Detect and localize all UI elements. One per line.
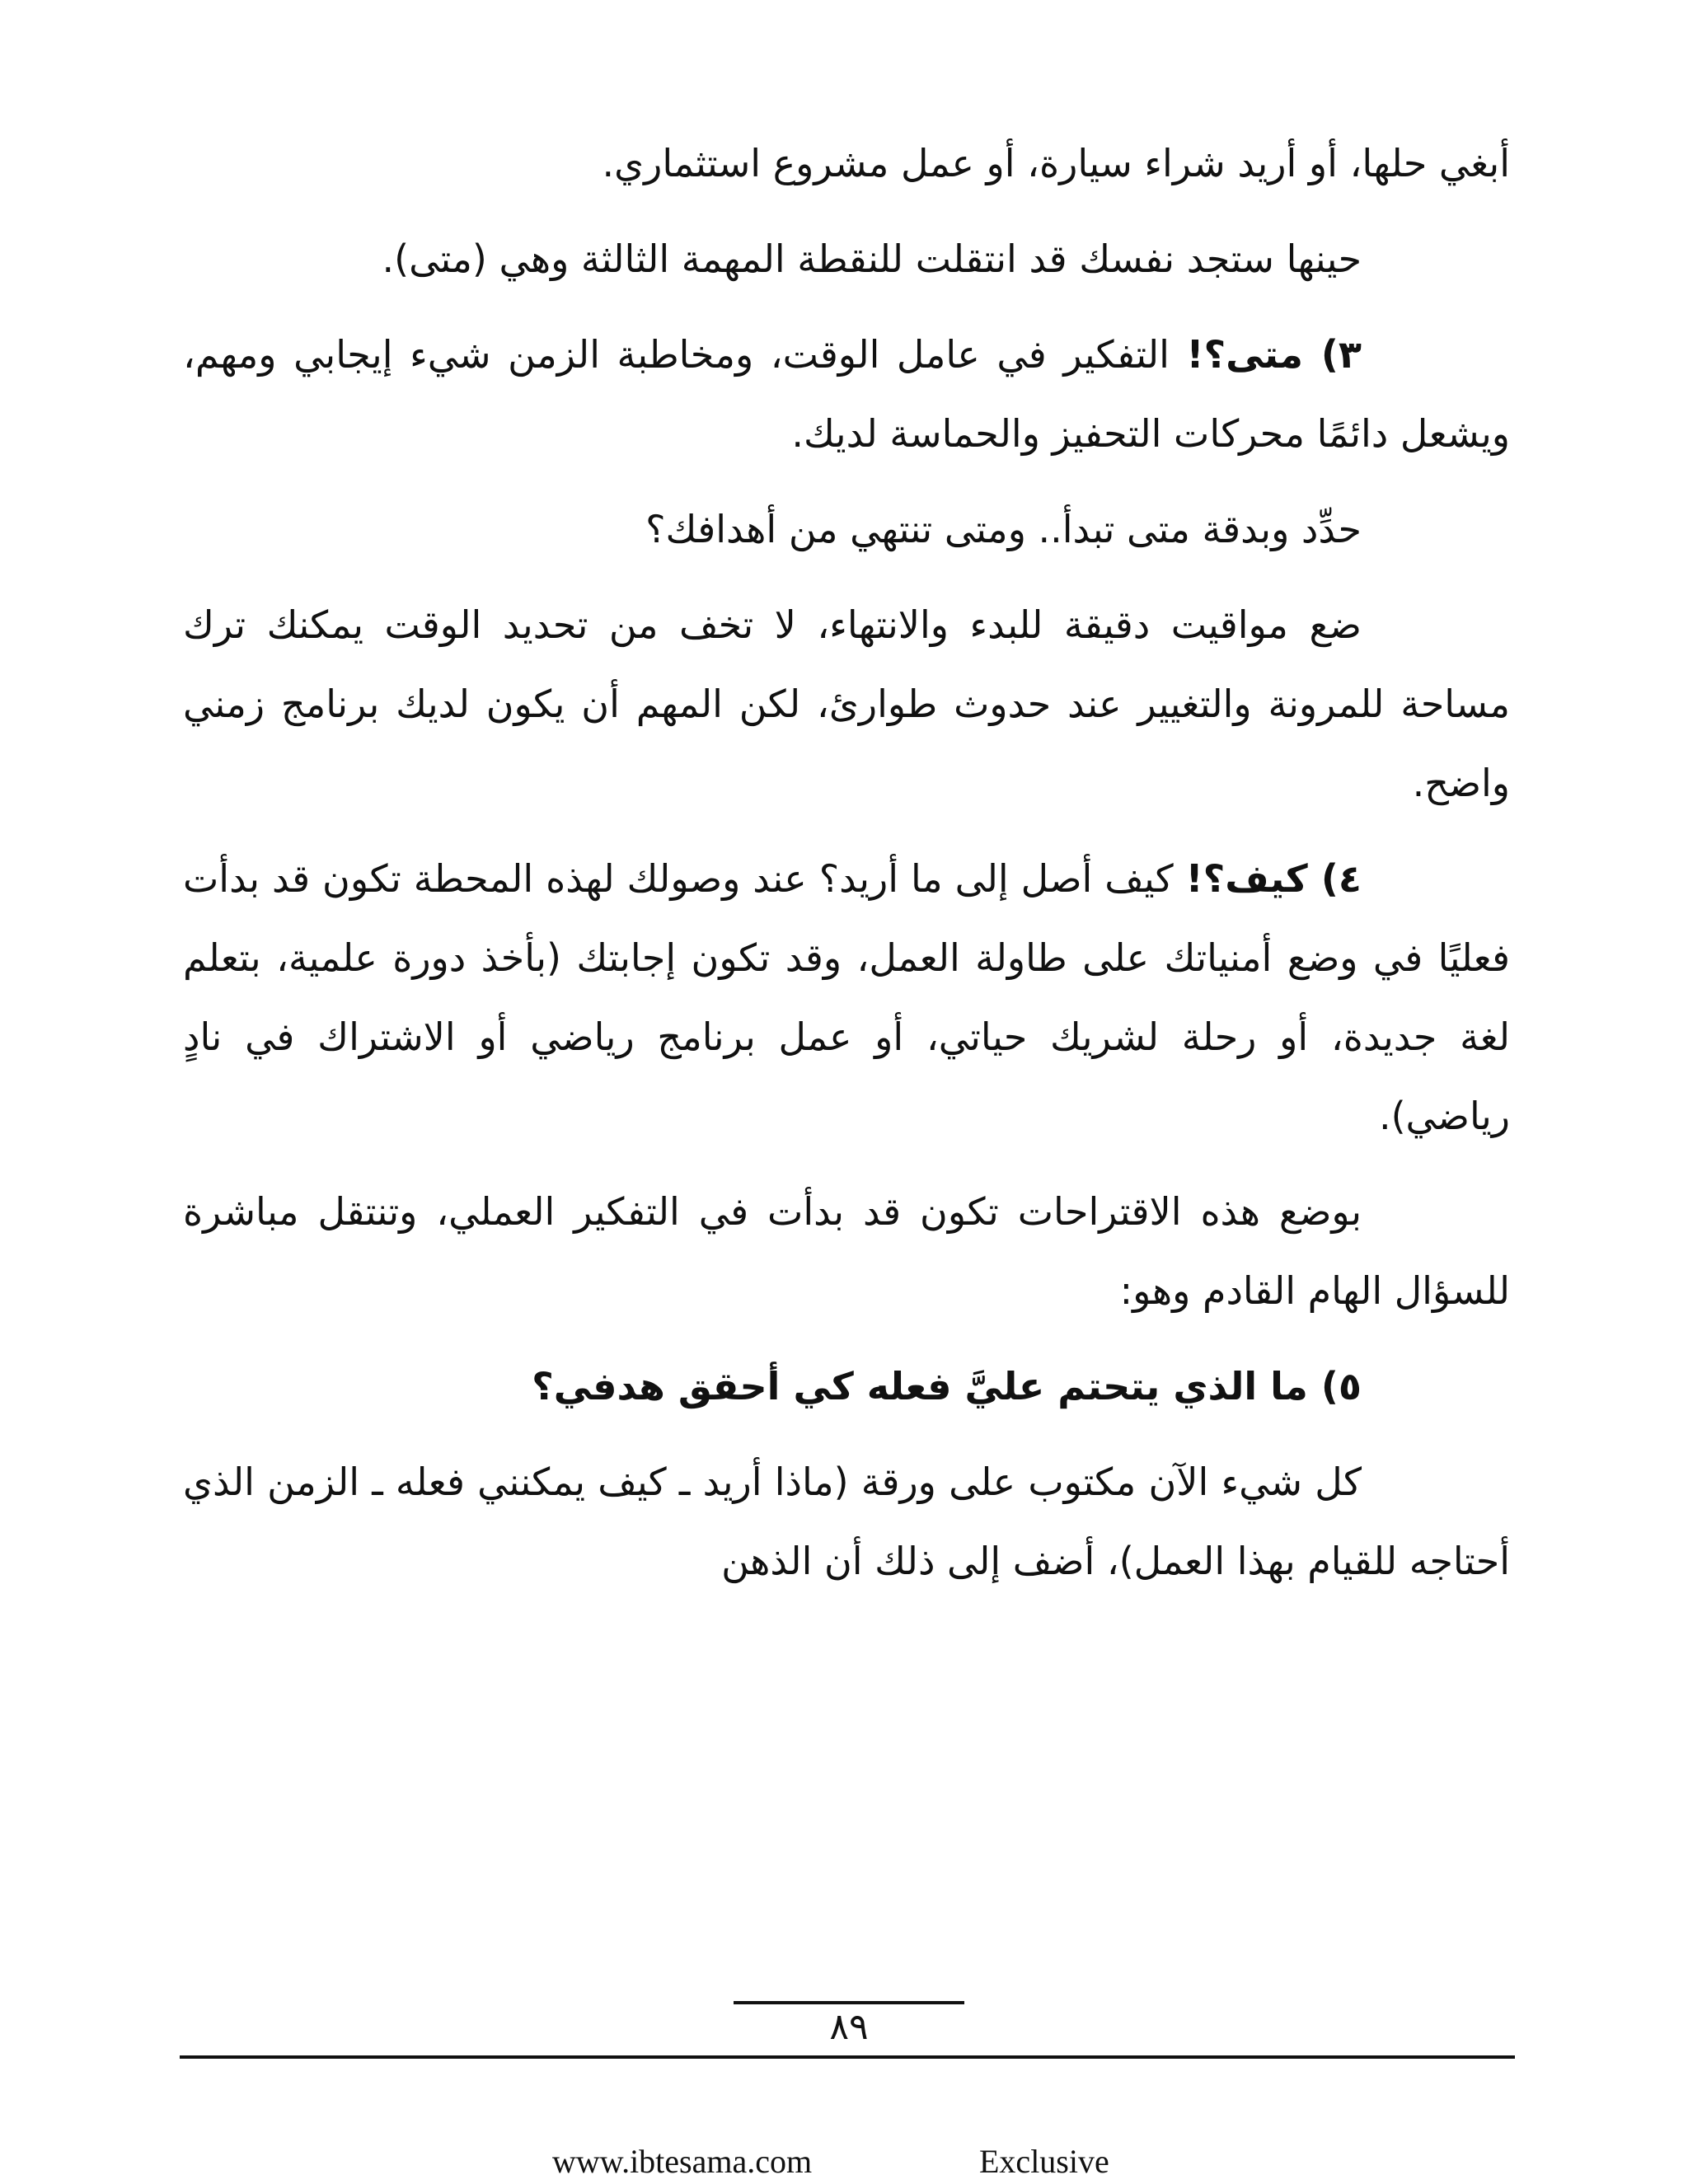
paragraph-heading: ٥) ما الذي يتحتم عليَّ فعله كي أحقق هدفي؟ <box>532 1364 1362 1408</box>
paragraph <box>183 490 1510 569</box>
paragraph-text: بوضع هذه الاقتراحات تكون قد بدأت في التفكير العملي، وتنتقل مباشرة للسؤال الهام القادم وهو: <box>183 1189 1510 1313</box>
paragraph <box>183 219 1510 298</box>
paragraph <box>183 1442 1510 1601</box>
paragraph <box>183 315 1510 473</box>
paragraph-heading: ٤) كيف؟! <box>1185 856 1362 901</box>
paragraph-heading: ٣) متى؟! <box>1186 332 1362 377</box>
paragraph <box>183 585 1510 823</box>
footer-rule <box>180 2055 1515 2059</box>
footer <box>0 2139 1688 2184</box>
paragraph-text: ضع مواقيت دقيقة للبدء والانتهاء، لا تخف من تحديد الوقت يمكنك ترك مساحة للمرونة والتغيير عند حدوث طوارئ، لكن المهم أن يكون لديك برنامج زمني واضح. <box>183 602 1510 805</box>
paragraph <box>183 1172 1510 1330</box>
paragraph <box>183 1347 1510 1426</box>
paragraph-text: كل شيء الآن مكتوب على ورقة (ماذا أريد ـ كيف يمكنني فعله ـ الزمن الذي أحتاجه للقيام بهذا العمل)، أضف إلى ذلك أن الذهن <box>183 1460 1510 1583</box>
paragraph-text: حينها ستجد نفسك قد انتقلت للنقطة المهمة الثالثة وهي (متى). <box>382 237 1362 281</box>
paragraph <box>183 124 1510 203</box>
paragraph-text: التفكير في عامل الوقت، ومخاطبة الزمن شيء إيجابي ومهم، ويشعل دائمًا محركات التحفيز والحماسة لديك. <box>183 332 1510 456</box>
paragraph-text: أبغي حلها، أو أريد شراء سيارة، أو عمل مشروع استثماري. <box>602 141 1510 185</box>
page-body <box>183 124 1510 1617</box>
paragraph <box>183 839 1510 1155</box>
paragraph-text: حدِّد وبدقة متى تبدأ.. ومتى تنتهي من أهدافك؟ <box>645 507 1362 551</box>
page-number: ٨٩ <box>829 2006 869 2048</box>
paragraph-text: كيف أصل إلى ما أريد؟ عند وصولك لهذه المحطة تكون قد بدأت فعليًا في وضع أمنياتك على طاولة العمل، وقد تكون إجابتك (بأخذ دورة علمية، بتعلم لغة جديدة، أو رحلة لشريك حياتي، أو عمل برنامج رياضي أو الاشتراك في نادٍ رياضي). <box>183 856 1510 1138</box>
footer-tag: Exclusive <box>979 2143 1109 2180</box>
footer-site-link[interactable]: www.ibtesama.com <box>552 2143 813 2180</box>
